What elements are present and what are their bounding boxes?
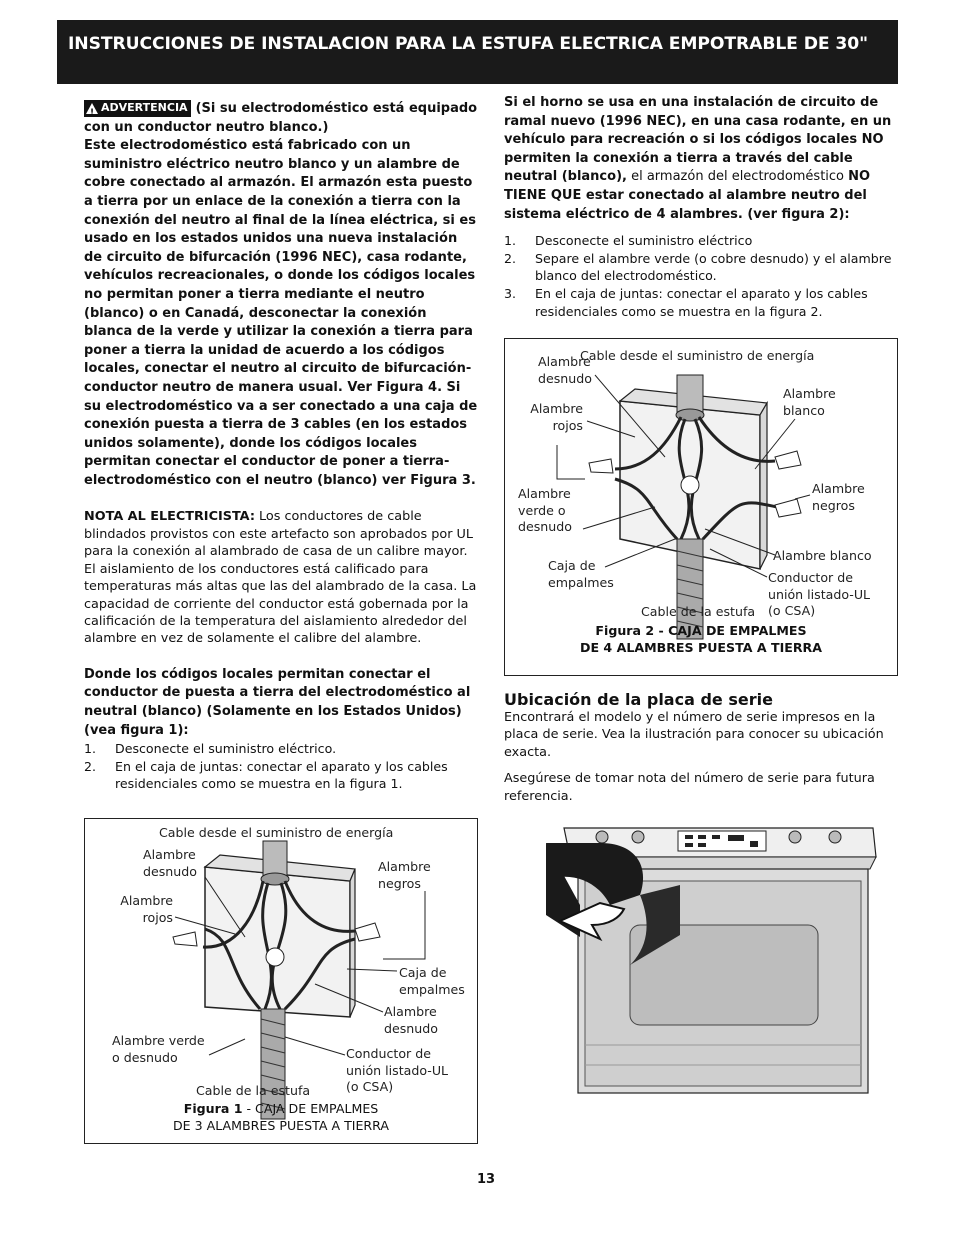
step-number: 1.: [84, 741, 97, 757]
warning-badge: [84, 100, 191, 117]
fig1-label-bare: Alambre desnudo: [143, 847, 197, 879]
fig1-label-bare2: Alambre desnudo: [384, 1004, 438, 1036]
fig1-label-red: Alambre rojos: [120, 893, 173, 925]
fig2-label-white2: Alambre blanco: [773, 548, 872, 563]
serial-heading: Ubicación de la placa de serie: [504, 690, 773, 709]
warning-icon: !: [86, 103, 98, 114]
list-item: [504, 285, 894, 320]
fig1-label-green: Alambre verde o desnudo: [112, 1033, 205, 1065]
fig1-label-black: Alambre negros: [378, 859, 431, 891]
step-text: En el caja de juntas: conectar el aparato y los cables residenciales como se muestra en la figura 1.: [115, 758, 448, 792]
step-number: 2.: [504, 250, 517, 266]
nota-label: NOTA AL ELECTRICISTA:: [84, 509, 255, 525]
fig2-label-green: Alambre verde o desnudo: [518, 486, 572, 534]
warning-paragraph: [84, 100, 478, 137]
fig1-label-range-cable: Cable de la estufa: [196, 1083, 311, 1098]
warning-intro: (Si su electrodoméstico está equipado con un conductor neutro blanco.): [84, 101, 478, 135]
list-item: [84, 758, 478, 793]
fig2-label-range-cable: Cable de la estufa: [641, 604, 756, 619]
serial-section: [504, 691, 884, 806]
fig1-caption-line2: DE 3 ALAMBRES PUESTA A TIERRA: [172, 1118, 390, 1133]
step-number: 1.: [504, 233, 517, 249]
step-text: Desconecte el suministro eléctrico: [535, 233, 753, 249]
list-item: [504, 232, 894, 250]
step-number: 2.: [84, 758, 97, 774]
warning-body: Este electrodoméstico está fabricado con un suministro eléctrico neutro blanco y un alambre de cobre conectado al armazón. El armazón esta puesto a tierra por un enlace de la conexión a tierra con la conexión del neutro al final de la línea eléctrica, si es usado en los estados unidos una nueva instalación de circuito de bifurcación (1996 NEC), casa rodante, vehículos recreacionales, o donde los códigos locales no permitan poner a tierra mediante el neutro (blanco) o en Canadá, desconectar la conexión blanca de la verde y utilizar la conexión a tierra para poner a tierra la unidad de acuerdo a los códigos locales, conectar el neutro al circuito de bifurcación-conductor neutro de manera usual. Ver Figura 4. Si su electrodoméstico va a ser conectado a una caja de conexión puesta a tierra de 3 cables (en los estados unidos solamente), donde los códigos locales permitan conectar el conductor de poner a tierra-electrodoméstico con el neutro (blanco) ver Figura 3.: [84, 138, 478, 488]
fig2-label-box: Caja de empalmes: [548, 558, 614, 590]
page-number: 13: [477, 1172, 496, 1187]
fig2-label-supply: Cable desde el suministro de energía: [580, 348, 815, 363]
fig2-caption-line1: Figura 2 - CAJA DE EMPALMES: [595, 623, 807, 638]
fig2-caption-line2: DE 4 ALAMBRES PUESTA A TIERRA: [579, 640, 823, 655]
fig1-label-box: Caja de empalmes: [399, 965, 465, 997]
fig2-label-bond: Conductor de unión listado-UL (o CSA): [768, 570, 871, 618]
serial-paragraph-1: Encontrará el modelo y el número de serie impresos en la placa de serie. Vea la ilustración para conocer su ubicación exacta.: [504, 709, 884, 760]
warning-badge-label: ADVERTENCIA: [101, 101, 188, 115]
fig1-caption: [85, 1100, 477, 1134]
fig1-label-bond: Conductor de unión listado-UL (o CSA): [346, 1046, 449, 1094]
fig2-label-bare: Alambre desnudo: [538, 354, 592, 386]
serial-paragraph-2: Asegúrese de tomar nota del número de serie para futura referencia.: [504, 771, 875, 804]
nota-body: Los conductores de cable blindados provistos con este artefacto son aprobados por UL para la conexión al alambrado de casa de un calibre mayor. El aislamiento de los conductores está calificado para temperaturas más altas que las del alambrado de la casa. La capacidad de corriente del conductor está gobernada por la calificación de la temperatura del aislamiento alrededor del alambre en vez de solamente el calibre del alambre.: [84, 509, 477, 647]
fig2-label-black: Alambre negros: [812, 481, 865, 513]
nota-paragraph: [84, 508, 478, 647]
donde-heading: Donde los códigos locales permitan conectar el conductor de puesta a tierra del electrodoméstico al neutral (blanco) (Solamente en los Estados Unidos) (vea figura 1):: [84, 666, 471, 738]
header-banner: [57, 20, 898, 84]
figure-2: [504, 338, 898, 676]
fig1-caption-bold: Figura 1: [183, 1101, 243, 1116]
fig2-label-red: Alambre rojos: [530, 401, 583, 433]
right-steps: [504, 232, 894, 320]
intro-normal: el armazón del electrodoméstico: [626, 169, 849, 185]
intro-bold-2: NO TIENE QUE estar conectado al alambre neutro del sistema eléctrico de 4 alambres: [504, 169, 871, 222]
range-illustration: [540, 825, 880, 1095]
page-title: INSTRUCCIONES DE INSTALACION PARA LA ESTUFA ELECTRICA EMPOTRABLE DE 30": [68, 34, 868, 54]
intro-bold-1: Si el horno se usa en una instalación de circuito de ramal nuevo (1996 NEC), en una casa rodante, en un vehículo para recreación o si los códigos locales NO permiten la conexión a tierra a través del cable neutral (blanco),: [504, 95, 892, 185]
list-item: [84, 740, 478, 758]
step-text: Separe el alambre verde (o cobre desnudo) y el alambre blanco del electrodoméstico.: [535, 250, 892, 284]
right-intro: [504, 94, 894, 224]
left-steps: [84, 740, 478, 793]
fig2-caption: [505, 622, 897, 656]
step-text: Desconecte el suministro eléctrico.: [115, 741, 337, 757]
step-number: 3.: [504, 285, 517, 301]
fig2-label-white: Alambre blanco: [783, 386, 836, 418]
intro-bold-3: . (ver figura 2):: [737, 206, 850, 222]
right-column: [504, 94, 894, 320]
fig1-label-supply: Cable desde el suministro de energía: [159, 825, 394, 840]
list-item: [504, 250, 894, 285]
fig1-caption-rest: - CAJA DE EMPALMES: [242, 1101, 379, 1116]
figure-1: [84, 818, 478, 1144]
left-column: [84, 100, 478, 793]
step-text: En el caja de juntas: conectar el aparato y los cables residenciales como se muestra en la figura 2.: [535, 285, 868, 319]
